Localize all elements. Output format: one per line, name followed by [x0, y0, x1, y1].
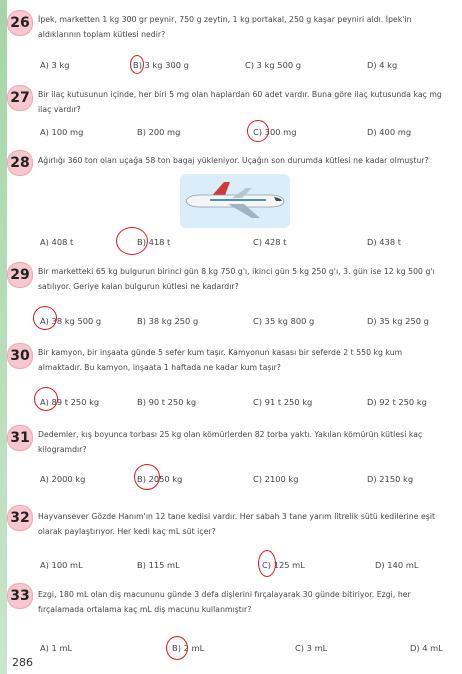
question-number: 29 — [7, 262, 33, 288]
option-c[interactable]: C) 2100 kg — [253, 474, 299, 484]
option-c[interactable]: C) 125 mL — [262, 560, 305, 570]
option-b[interactable]: B) 418 t — [137, 237, 171, 247]
question-number: 30 — [7, 343, 33, 369]
option-a[interactable]: A) 89 t 250 kg — [40, 397, 100, 407]
option-b[interactable]: B) 90 t 250 kg — [137, 397, 197, 407]
option-b[interactable]: B) 3 kg 300 g — [133, 60, 189, 70]
option-b[interactable]: B) 115 mL — [137, 560, 180, 570]
option-d[interactable]: D) 92 t 250 kg — [367, 397, 427, 407]
answer-circle — [34, 387, 58, 411]
answer-circle — [116, 227, 148, 255]
option-b[interactable]: B) 38 kg 250 g — [137, 316, 199, 326]
question-text: Bir kamyon, bir inşaata günde 5 sefer kum taşır. Kamyonun kasası bir seferde 2 t 550 kg kum almaktadır. Bu kamyon, inşaata 1 haftada ne kadar kum taşır? — [38, 348, 403, 372]
question-number: 33 — [7, 583, 33, 609]
answer-circle — [247, 120, 269, 142]
question-text: Bir ilaç kutusunun içinde, her biri 5 mg olan haplardan 60 adet vardır. Buna göre ilaç kutusunda kaç mg ilaç vardır? — [38, 90, 442, 114]
question-number: 28 — [7, 150, 33, 176]
option-d[interactable]: D) 2150 kg — [367, 474, 414, 484]
option-c[interactable]: C) 3 mL — [295, 643, 328, 653]
option-d[interactable]: D) 4 kg — [367, 60, 398, 70]
airplane-image — [180, 174, 290, 228]
question-number: 26 — [7, 10, 33, 36]
option-a[interactable]: A) 408 t — [40, 237, 74, 247]
question-number: 27 — [7, 85, 33, 111]
option-a[interactable]: A) 1 mL — [40, 643, 73, 653]
option-b[interactable]: B) 2 mL — [172, 643, 205, 653]
option-d[interactable]: D) 4 mL — [410, 643, 443, 653]
option-c[interactable]: C) 35 kg 800 g — [253, 316, 315, 326]
question-text: Dedemler, kış boyunca torbası 25 kg olan kömürlerden 82 torba yaktı. Yakılan kömürün kütlesi kaç kilogramdır? — [38, 430, 423, 454]
option-a[interactable]: A) 100 mg — [40, 127, 84, 137]
option-a[interactable]: A) 3 kg — [40, 60, 70, 70]
question-text: Ağırlığı 360 ton olan uçağa 58 ton bagaj yükleniyor. Uçağın son durumda kütlesi ne kadar olmuştur? — [38, 156, 429, 165]
option-c[interactable]: C) 91 t 250 kg — [253, 397, 313, 407]
question-text: Bir marketteki 65 kg bulgurun birinci gün 8 kg 750 g'ı, ikinci gün 5 kg 250 g'ı, 3. gün ise 12 kg 500 g'ı satılıyor. Geriye kalan bulgurun kütlesi ne kadardır? — [38, 267, 435, 291]
option-d[interactable]: D) 35 kg 250 g — [367, 316, 429, 326]
option-d[interactable]: D) 400 mg — [367, 127, 412, 137]
answer-circle — [166, 636, 188, 660]
page-number: 286 — [12, 656, 33, 669]
question-text: İpek, marketten 1 kg 300 gr peynir, 750 g zeytin, 1 kg portakal, 250 g kaşar peyniri aldı. İpek'in aldıklarının toplam kütlesi nedir? — [38, 15, 412, 39]
option-a[interactable]: A) 38 kg 500 g — [40, 316, 102, 326]
question-text: Hayvansever Gözde Hanım'ın 12 tane kedisi vardır. Her sabah 3 tane yarım litrelik sütü kedilerine eşit olarak paylaştırıyor. Her kedi kaç mL süt içer? — [38, 512, 436, 536]
question-number: 31 — [7, 425, 33, 451]
option-c[interactable]: C) 300 mg — [253, 127, 297, 137]
airplane-icon — [180, 174, 290, 228]
answer-circle — [33, 306, 57, 330]
answer-circle — [130, 55, 144, 74]
option-d[interactable]: D) 140 mL — [375, 560, 419, 570]
question-number: 32 — [7, 505, 33, 531]
answer-circle — [258, 550, 276, 577]
option-b[interactable]: B) 200 mg — [137, 127, 181, 137]
option-a[interactable]: A) 100 mL — [40, 560, 83, 570]
option-c[interactable]: C) 3 kg 500 g — [245, 60, 302, 70]
option-c[interactable]: C) 428 t — [253, 237, 287, 247]
answer-circle — [134, 464, 160, 490]
option-a[interactable]: A) 2000 kg — [40, 474, 86, 484]
question-text: Ezgi, 180 mL olan diş macununu günde 3 defa dişlerini fırçalayarak 30 günde bitiriyor. Ezgi, her fırçalamada ortalama kaç mL diş macunu kullanmıştır? — [38, 590, 411, 614]
option-b[interactable]: B) 2050 kg — [137, 474, 183, 484]
option-d[interactable]: D) 438 t — [367, 237, 401, 247]
page-edge-bar — [0, 0, 7, 674]
